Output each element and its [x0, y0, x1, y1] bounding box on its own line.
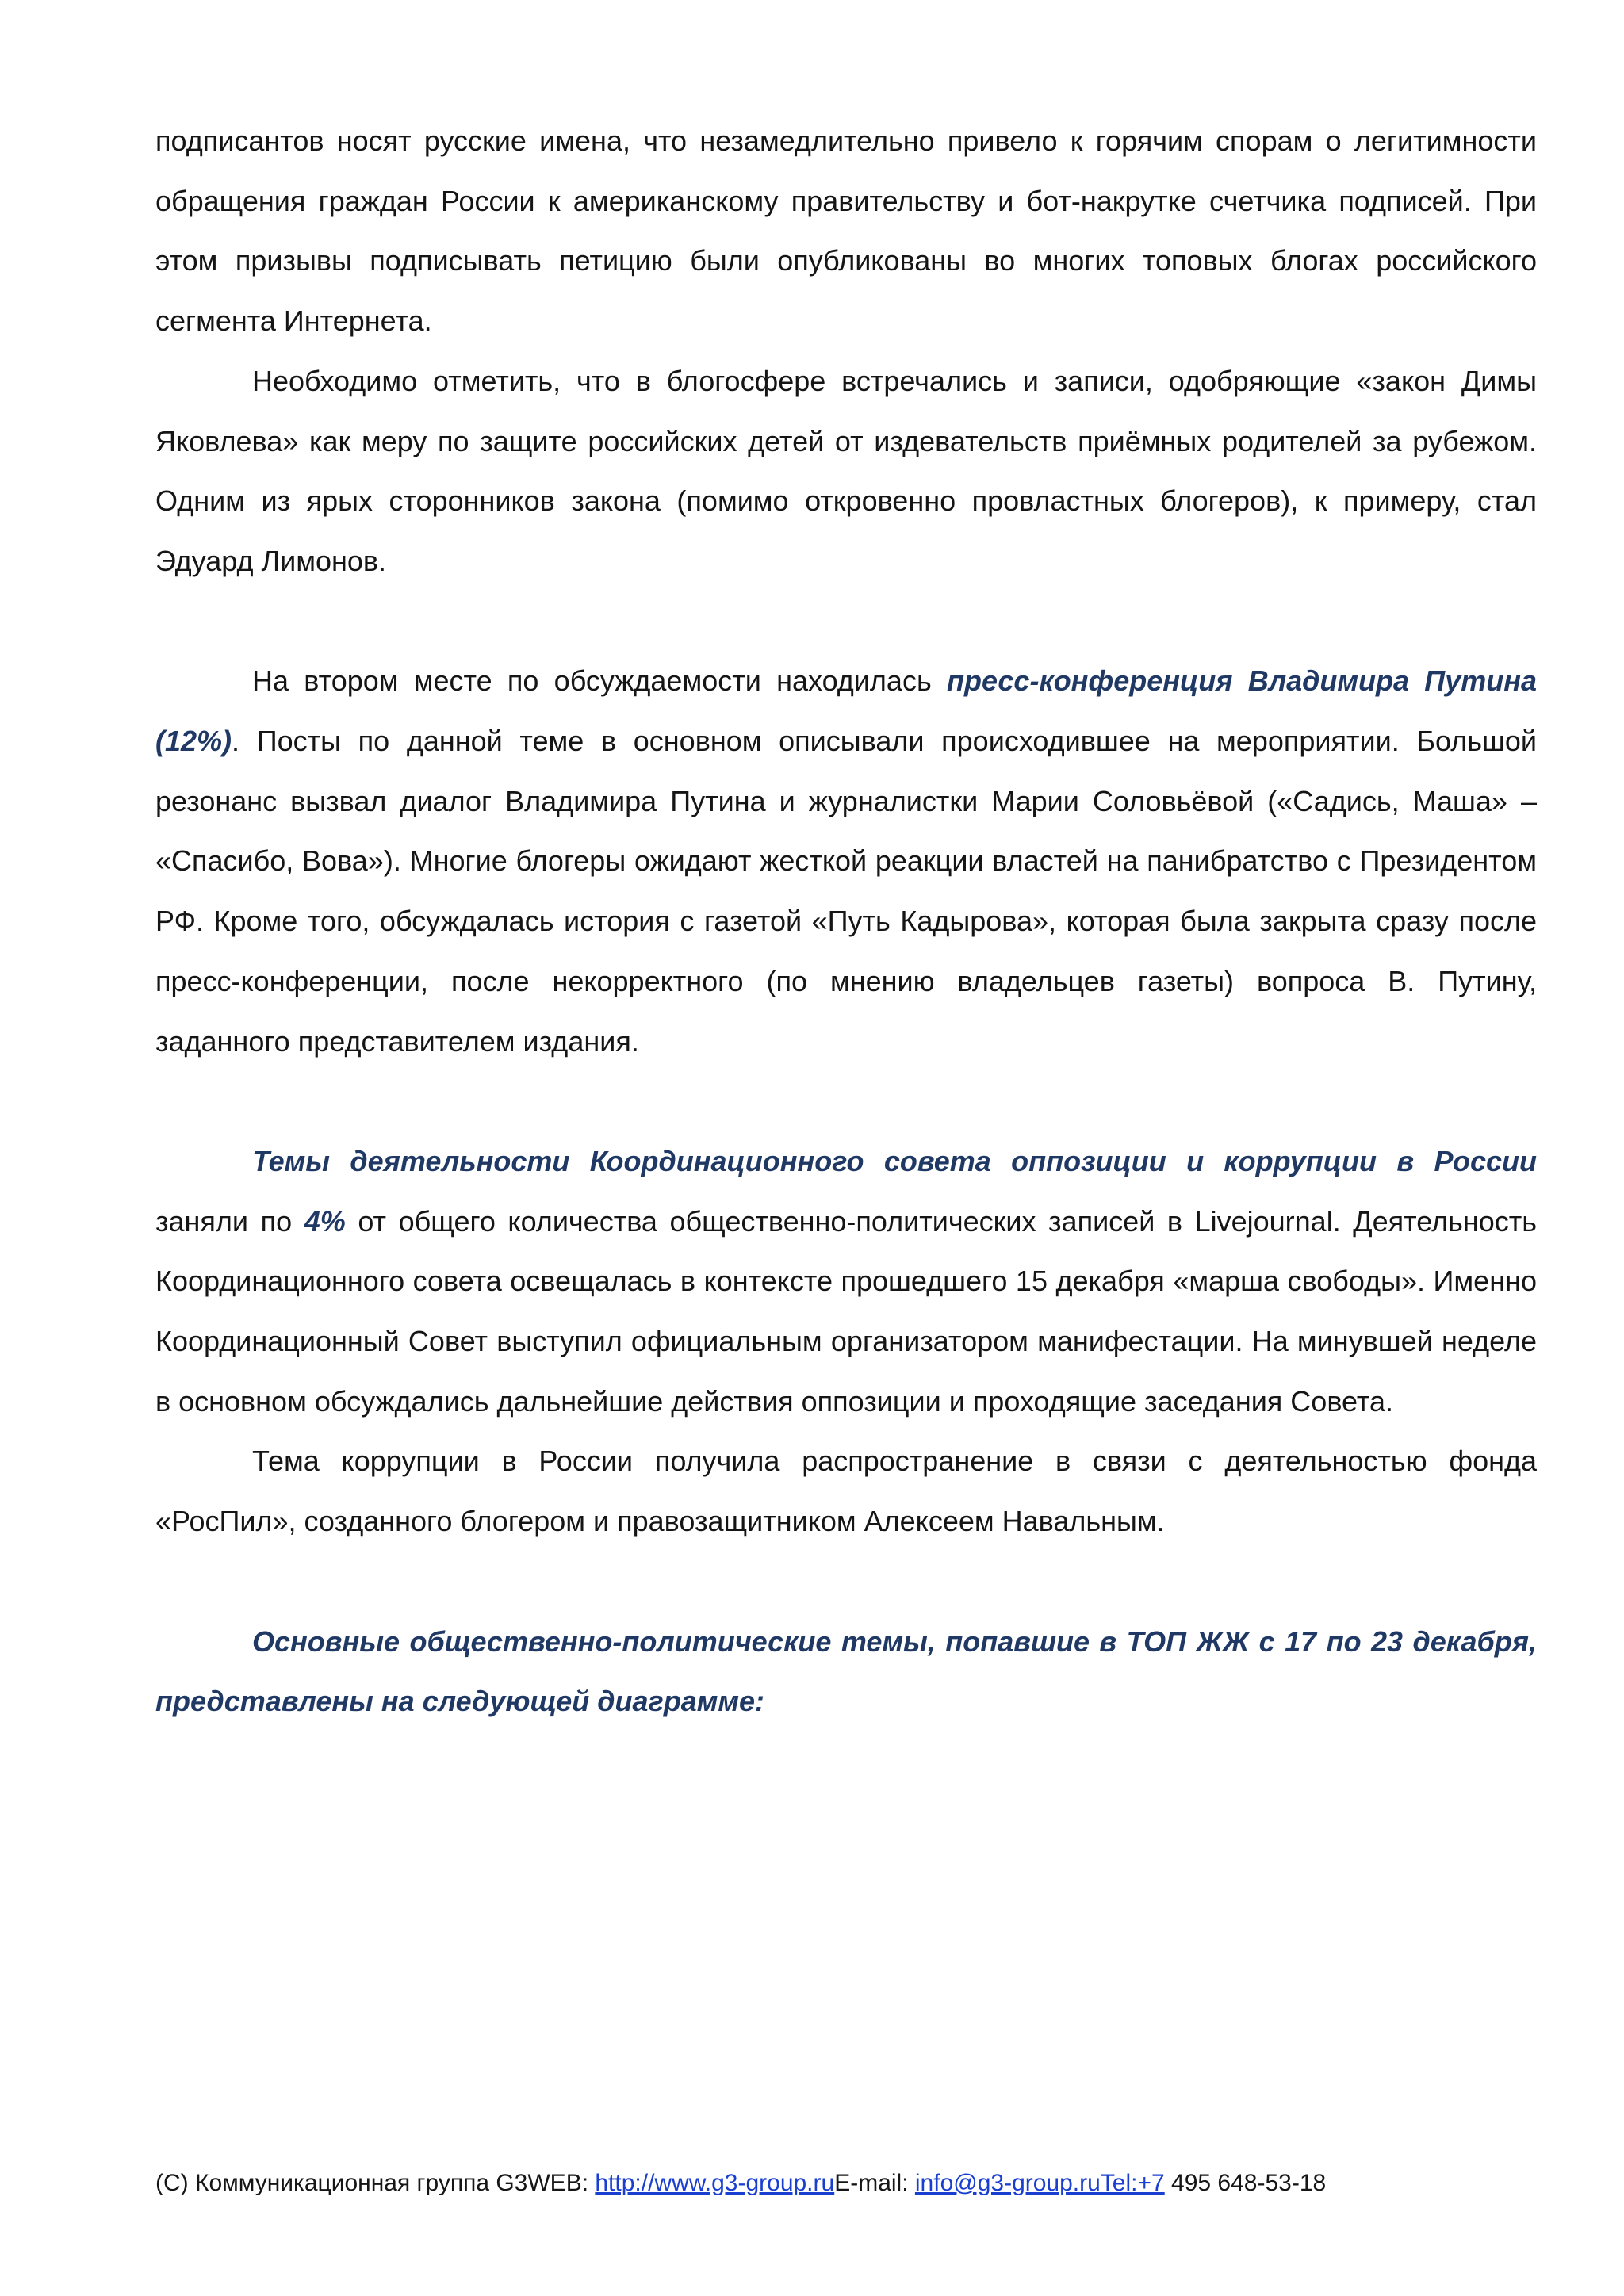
paragraph-spacer [155, 1552, 1537, 1612]
footer-email-label: E-mail: [834, 2170, 915, 2196]
emphasis-diagram-intro: Основные общественно-политические темы, попавшие в ТОП ЖЖ с 17 по 23 декабря, представлены на следующей диаграмме: [155, 1624, 1537, 1718]
paragraph-petition-signers: подписантов носят русские имена, что незамедлительно привело к горячим спорам о легитимности обращения граждан России к американскому правительству и бот-накрутке счетчика подписей. При этом призывы подписывать петицию были опубликованы во многих топовых блогах российского сегмента Интернета. [155, 124, 1537, 338]
footer-website-link[interactable]: http://www.g3-group.ru [595, 2170, 835, 2196]
footer-email-link[interactable]: info@g3-group.ruTel:+7 [914, 2170, 1165, 2196]
paragraph-spacer [155, 591, 1537, 652]
paragraph-spacer [155, 1071, 1537, 1131]
paragraph-diagram-intro [155, 1612, 1537, 1732]
paragraph-press-conference [155, 651, 1537, 1071]
emphasis-press-conference: пресс-конференция Владимира Путина (12%) [155, 664, 1537, 758]
paragraph-text: заняли по [155, 1204, 304, 1238]
paragraph-coordination-council [155, 1131, 1537, 1432]
paragraph-text: . Посты по данной теме в основном описывали происходившее на мероприятии. Большой резонанс вызвал диалог Владимира Путина и журналистки Марии Соловьёвой («Садись, Маша» – «Спасибо, Вова»). Многие блогеры ожидают жесткой реакции властей на панибратство с Президентом РФ. Кроме того, обсуждалась история с газетой «Путь Кадырова», которая была закрыта сразу после пресс-конференции, после некорректного (по мнению владельцев газеты) вопроса В. Путину, заданного представителем издания. [155, 725, 1537, 1058]
paragraph-text: На втором месте по обсуждаемости находилась [252, 664, 932, 698]
document-body [155, 111, 1537, 1732]
emphasis-topics: Темы деятельности Координационного совета оппозиции и коррупции в России [252, 1144, 1537, 1177]
footer-copyright: (С) Коммуникационная группа G3WEB: [155, 2170, 596, 2196]
footer-phone: 495 648-53-18 [1164, 2170, 1327, 2196]
emphasis-percentage: 4% [304, 1204, 346, 1238]
paragraph-text: от общего количества общественно-политических записей в Livejournal. Деятельность Координационного совета освещалась в контексте прошедшего 15 декабря «марша свободы». Именно Координационный Совет выступил официальным организатором манифестации. На минувшей неделе в основном обсуждались дальнейшие действия оппозиции и проходящие заседания Совета. [155, 1204, 1537, 1418]
paragraph-dima-yakovlev-law: Необходимо отметить, что в блогосфере встречались и записи, одобряющие «закон Димы Яковлева» как меру по защите российских детей от издевательств приёмных родителей за рубежом. Одним из ярых сторонников закона (помимо откровенно провластных блогеров), к примеру, стал Эдуард Лимонов. [155, 364, 1537, 577]
page-footer [155, 2168, 1326, 2199]
paragraph-corruption: Тема коррупции в России получила распространение в связи с деятельностью фонда «РосПил», созданного блогером и правозащитником Алексеем Навальным. [155, 1445, 1537, 1538]
